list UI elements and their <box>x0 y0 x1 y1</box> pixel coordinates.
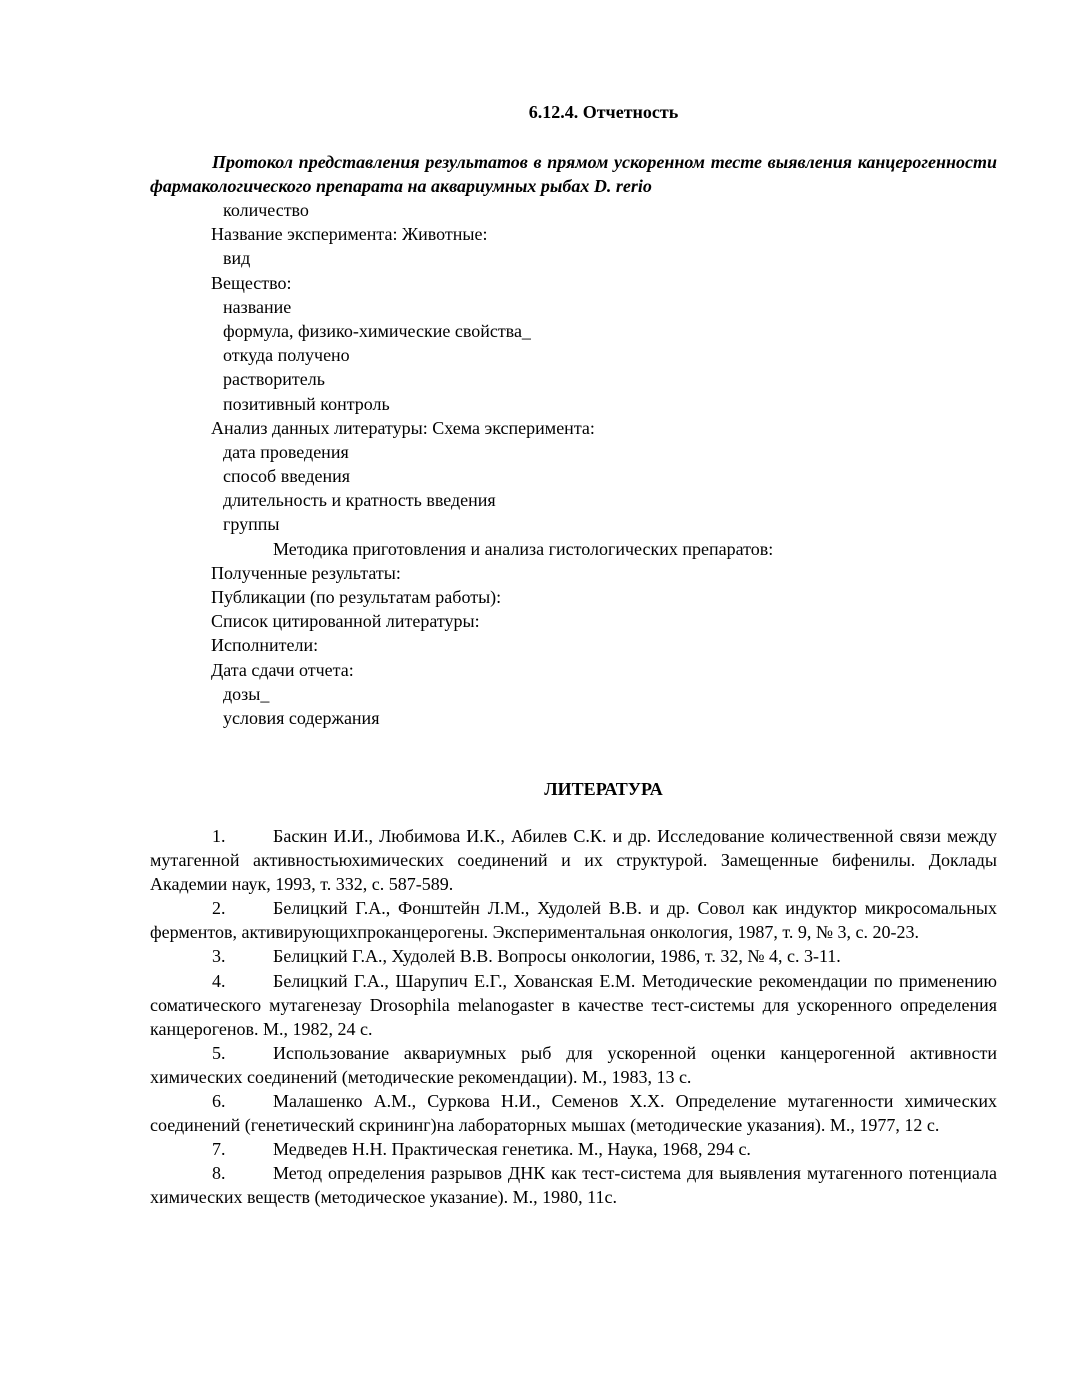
protocol-title: Протокол представления результатов в прямом ускоренном тесте выявления канцерогенности фармакологического препарата на аквариумных рыбах D. rerio <box>150 152 997 196</box>
form-line: Исполнители: <box>211 635 319 656</box>
form-line: Список цитированной литературы: <box>211 611 480 632</box>
form-line: дозы_ <box>223 683 270 704</box>
reference-number: 5. <box>212 1042 226 1063</box>
form-line: количество <box>223 200 309 220</box>
form-line: Дата сдачи отчета: <box>211 659 354 680</box>
form-line: способ введения <box>223 466 351 487</box>
reference-text: Медведев Н.Н. Практическая генетика. М., Наука, 1968, 294 с. <box>273 1139 751 1160</box>
reference-text: Использование аквариумных рыб для ускоренной оценки канцерогенной активности химических соединений (методические рекомендации). М., 1983, 13 с. <box>150 1042 997 1087</box>
reference-text: Белицкий Г.А., Шарупич Е.Г., Хованская Е.М. Методические рекомендации по применению соматического мутагенезау Drosophila melanogaster в качестве тест-системы для ускоренного определения канцерогенов. М., 1982, 24 с. <box>150 970 997 1039</box>
reference-number: 1. <box>212 826 226 846</box>
reference-number: 8. <box>212 1163 226 1184</box>
form-line: Полученные результаты: <box>211 562 401 583</box>
protocol-form-fields <box>0 198 1071 730</box>
form-line: Вещество: <box>211 272 292 293</box>
reference-number: 7. <box>212 1139 226 1160</box>
reference-item <box>150 969 997 1041</box>
form-line: длительность и кратность введения <box>223 490 496 511</box>
form-line: Методика приготовления и анализа гистологических препаратов: <box>273 538 774 559</box>
reference-item <box>150 824 997 896</box>
literature-heading: ЛИТЕРАТУРА <box>544 779 663 799</box>
reference-item <box>150 1161 997 1209</box>
form-line: формула, физико-химические свойства_ <box>223 320 531 341</box>
form-line: Название эксперимента: Животные: <box>211 224 488 245</box>
reference-text: Метод определения разрывов ДНК как тест-система для выявления мутагенного потенциала химических веществ (методическое указание). М., 1980, 11с. <box>150 1163 997 1208</box>
reference-list <box>150 824 997 1210</box>
reference-text: Белицкий Г.А., Худолей В.В. Вопросы онкологии, 1986, т. 32, № 4, с. 3-11. <box>273 946 841 967</box>
reference-number: 3. <box>212 946 226 967</box>
section-heading: 6.12.4. Отчетность <box>528 102 679 122</box>
form-line: позитивный контроль <box>223 393 390 414</box>
reference-text: Малашенко А.М., Суркова Н.И., Семенов Х.Х. Определение мутагенности химических соединений (генетический скрининг)на лабораторных мышах (методические указания). М., 1977, 12 с. <box>150 1091 997 1136</box>
form-line: название <box>223 296 292 317</box>
reference-item <box>150 1137 997 1161</box>
reference-number: 4. <box>212 970 226 991</box>
form-line: дата проведения <box>223 441 349 462</box>
reference-text: Баскин И.И., Любимова И.К., Абилев С.К. и др. Исследование количественной связи между мутагенной активностьюхимических соединений и их структурой. Замещенные бифенилы. Доклады Академии наук, 1993, т. 332, с. 587-589. <box>150 826 997 895</box>
reference-item <box>150 1089 997 1137</box>
form-line: растворитель <box>223 369 325 390</box>
form-line: группы <box>223 514 280 535</box>
reference-number: 2. <box>212 898 226 919</box>
form-line: Публикации (по результатам работы): <box>211 587 502 607</box>
form-line: откуда получено <box>223 345 350 366</box>
reference-item <box>150 896 997 944</box>
form-line: Анализ данных литературы: Схема эксперимента: <box>211 417 595 438</box>
reference-text: Белицкий Г.А., Фонштейн Л.М., Худолей В.В. и др. Совол как индуктор микросомальных ферментов, активирующихпроканцерогены. Экспериментальная онкология, 1987, т. 9, № 3, с. 20-23. <box>150 898 997 943</box>
reference-item <box>150 944 997 968</box>
reference-item <box>150 1041 997 1089</box>
form-line: вид <box>223 248 251 269</box>
form-line: условия содержания <box>223 707 380 728</box>
reference-number: 6. <box>212 1091 226 1112</box>
